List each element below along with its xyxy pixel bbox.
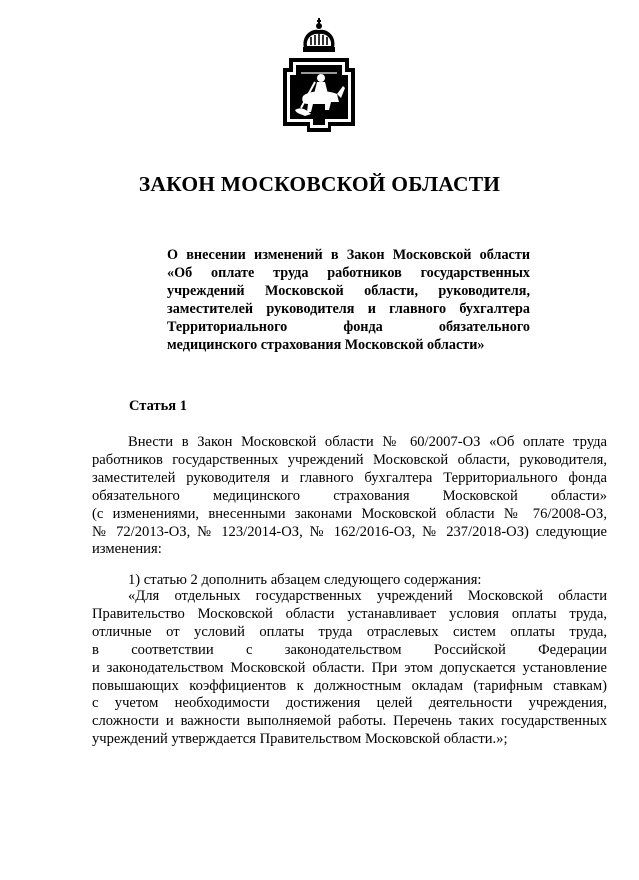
paragraph-line: отличные от условий оплаты труда отраслевых систем оплаты труда,: [92, 623, 607, 640]
paragraph-line: заместителей руководителя и главного бухгалтера Территориального фонда: [92, 469, 607, 486]
subtitle-line: О внесении изменений в Закон Московской области: [167, 247, 530, 263]
moscow-oblast-coat-of-arms-icon: [281, 18, 371, 143]
paragraph-line: с учетом необходимости достижения целей деятельности учреждения,: [92, 695, 607, 712]
paragraph-line: учреждений утверждается Правительством Московской области.»;: [92, 731, 508, 748]
law-subtitle: [167, 246, 530, 355]
paragraph-line: повышающих коэффициентов к должностным окладам (тарифным ставкам): [92, 677, 607, 694]
paragraph-line: № 72/2013-ОЗ, № 123/2014-ОЗ, № 162/2016-ОЗ, № 237/2018-ОЗ) следующие: [92, 523, 607, 540]
paragraph-line: работников государственных учреждений Московской области, руководителя,: [92, 451, 607, 468]
law-title: ЗАКОН МОСКОВСКОЙ ОБЛАСТИ: [138, 172, 501, 196]
paragraph-line: изменения:: [92, 541, 162, 558]
amendment-quote-paragraph: [92, 588, 607, 749]
subtitle-line: медицинского страхования Московской области»: [167, 337, 485, 354]
paragraph-line: сложности и важности выполняемой работы. Перечень таких государственных: [92, 713, 607, 730]
paragraph-line: в соответствии с законодательством Российской Федерации: [92, 641, 607, 658]
paragraph-line: Правительство Московской области устанавливает условия оплаты труда,: [92, 605, 607, 622]
paragraph-line: Внести в Закон Московской области № 60/2007-ОЗ «Об оплате труда: [128, 434, 607, 450]
subtitle-line: «Об оплате труда работников государственных: [167, 265, 530, 282]
article-paragraph-1: [92, 434, 607, 559]
subtitle-line: учреждений Московской области, руководителя,: [167, 283, 530, 300]
amendment-item-1: 1) статью 2 дополнить абзацем следующего содержания:: [128, 572, 482, 588]
paragraph-line: и законодательством Московской области. При этом допускается установление: [92, 659, 607, 676]
subtitle-line: заместителей руководителя и главного бухгалтера: [167, 301, 530, 318]
paragraph-line: (с изменениями, внесенными законами Московской области № 76/2008-ОЗ,: [92, 505, 607, 522]
article-heading: Статья 1: [129, 398, 187, 414]
paragraph-line: обязательного медицинского страхования Московской области»: [92, 487, 607, 504]
paragraph-line: «Для отдельных государственных учреждений Московской области: [128, 588, 607, 604]
subtitle-line: Территориального фонда обязательного: [167, 319, 530, 336]
